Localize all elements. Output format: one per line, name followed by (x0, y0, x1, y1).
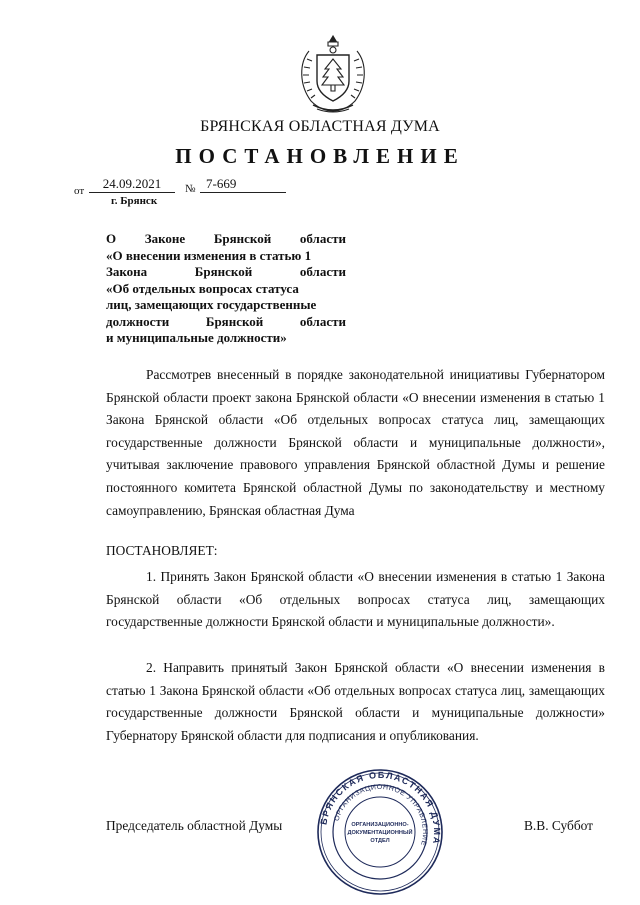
signatory-name: В.В. Суббот (524, 818, 594, 833)
decree-heading: ПОСТАНОВЛЯЕТ: (106, 543, 218, 558)
seal-center-line: ДОКУМЕНТАЦИОННЫЙ (347, 830, 413, 836)
title-line: и муниципальные должности» (106, 330, 287, 345)
document-title (106, 231, 346, 347)
title-line: «О внесении изменения в статью 1 (106, 247, 312, 263)
document-number: 7-669 (200, 176, 286, 193)
title-line: должности Брянской области (106, 313, 346, 329)
document-type-heading: ПОСТАНОВЛЕНИЕ (175, 144, 465, 168)
title-line: О Законе Брянской области (106, 231, 346, 246)
city-label: г. Брянск (111, 195, 158, 207)
preamble-paragraph: Рассмотрев внесенный в порядке законодательной инициативы Губернатором Брянской области проект закона Брянской области «О внесении изменения в статью 1 Закона Брянской области «Об отдельных вопросах статуса лиц, замещающих государственные должности Брянской области и муниципальные должности», учитывая заключение правового управления Брянской областной Думы и решение постоянного комитета Брянской областной Думы по законодательству и местному самоуправлению, Брянская областная Дума (106, 367, 605, 518)
seal-ring-text: ОРГАНИЗАЦИОННОЕ УПРАВЛЕНИЕ (333, 783, 429, 847)
signatory-position: Председатель областной Думы (106, 818, 283, 833)
number-sign-label: № (185, 183, 196, 195)
title-line: лиц, замещающих государственные (106, 297, 317, 312)
official-seal (316, 768, 444, 896)
resolution-item-1: 1. Принять Закон Брянской области «О внесении изменения в статью 1 Закона Брянской области «Об отдельных вопросах статуса лиц, замещающих государственные должности Брянской области и муниципальные должности». (106, 569, 605, 630)
seal-center-line: ОТДЕЛ (370, 838, 390, 844)
resolution-item-2: 2. Направить принятый Закон Брянской области «О внесении изменения в статью 1 Закона Брянской области «Об отдельных вопросах статуса лиц, замещающих государственные должности Брянской области и муниципальные должности» Губернатору Брянской области для подписания и опубликования. (106, 660, 605, 743)
title-line: Закона Брянской области (106, 264, 346, 279)
date-prefix-label: от (74, 185, 85, 197)
seal-center-line: ОРГАНИЗАЦИОННО- (351, 822, 409, 828)
bryansk-coat-of-arms-icon (295, 33, 371, 115)
seal-outer-text: БРЯНСКАЯ ОБЛАСТНАЯ ДУМА (318, 769, 443, 846)
organization-name: БРЯНСКАЯ ОБЛАСТНАЯ ДУМА (200, 118, 440, 135)
title-line: «Об отдельных вопросах статуса (106, 280, 299, 296)
document-date: 24.09.2021 (89, 176, 175, 193)
